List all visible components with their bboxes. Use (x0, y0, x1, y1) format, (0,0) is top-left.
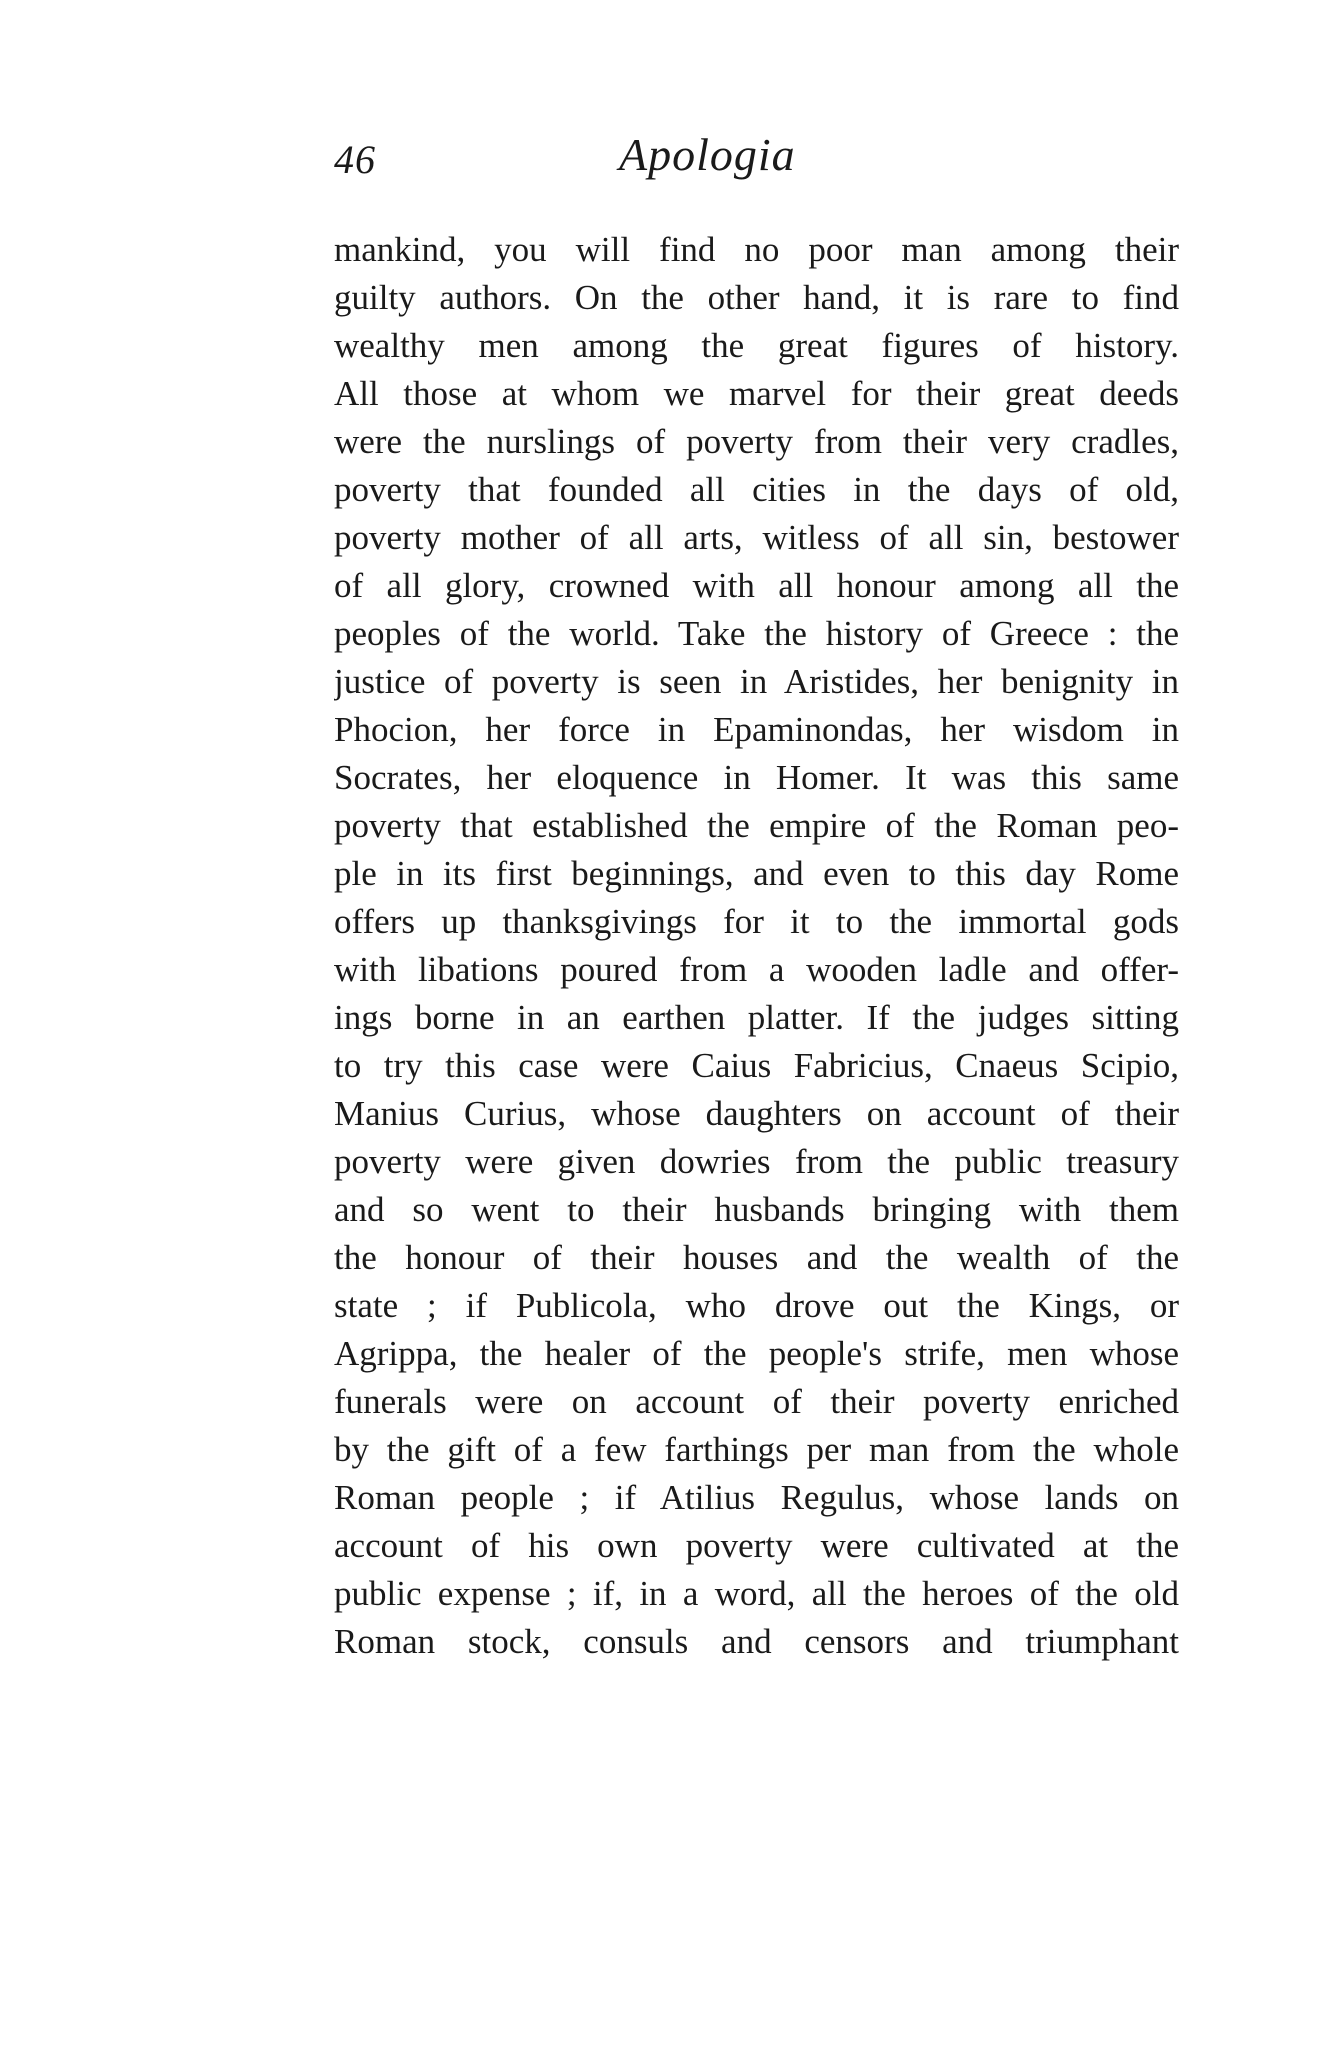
text-line: mankind, you will find no poor man among their (334, 230, 1179, 269)
text-line: Socrates, her eloquence in Homer. It was this same (334, 758, 1179, 797)
text-line: of all glory, crowned with all honour among all the (334, 566, 1179, 605)
text-line: account of his own poverty were cultivated at the (334, 1526, 1179, 1565)
text-line: with libations poured from a wooden ladle and offer- (334, 950, 1179, 989)
text-line: ple in its first beginnings, and even to this day Rome (334, 854, 1179, 893)
text-line: Phocion, her force in Epaminondas, her wisdom in (334, 710, 1179, 749)
text-line: justice of poverty is seen in Aristides, her benignity in (334, 662, 1179, 701)
text-line: poverty that founded all cities in the days of old, (334, 470, 1179, 509)
text-line: to try this case were Caius Fabricius, Cnaeus Scipio, (334, 1046, 1179, 1085)
text-line: by the gift of a few farthings per man from the whole (334, 1430, 1179, 1469)
text-line: Agrippa, the healer of the people's strife, men whose (334, 1334, 1179, 1373)
text-line: ings borne in an earthen platter. If the judges sitting (334, 998, 1179, 1037)
text-line: public expense ; if, in a word, all the heroes of the old (334, 1574, 1179, 1613)
running-head (334, 128, 1179, 198)
text-line: All those at whom we marvel for their great deeds (334, 374, 1179, 413)
body-text (334, 226, 1179, 1666)
text-line: state ; if Publicola, who drove out the Kings, or (334, 1286, 1179, 1325)
text-line: the honour of their houses and the wealth of the (334, 1238, 1179, 1277)
text-line: poverty were given dowries from the public treasury (334, 1142, 1179, 1181)
text-line: offers up thanksgivings for it to the immortal gods (334, 902, 1179, 941)
text-line: funerals were on account of their poverty enriched (334, 1382, 1179, 1421)
text-line: were the nurslings of poverty from their very cradles, (334, 422, 1179, 461)
text-line: poverty mother of all arts, witless of all sin, bestower (334, 518, 1179, 557)
text-line: wealthy men among the great figures of history. (334, 326, 1179, 365)
text-line: and so went to their husbands bringing with them (334, 1190, 1179, 1229)
page-number: 46 (334, 137, 376, 182)
text-line: Roman people ; if Atilius Regulus, whose lands on (334, 1478, 1179, 1517)
running-title: Apologia (619, 129, 796, 180)
text-line: guilty authors. On the other hand, it is rare to find (334, 278, 1179, 317)
text-line: Manius Curius, whose daughters on account of their (334, 1094, 1179, 1133)
text-line: peoples of the world. Take the history of Greece : the (334, 614, 1179, 653)
text-line: Roman stock, consuls and censors and triumphant (334, 1622, 1179, 1661)
text-line: poverty that established the empire of the Roman peo- (334, 806, 1179, 845)
